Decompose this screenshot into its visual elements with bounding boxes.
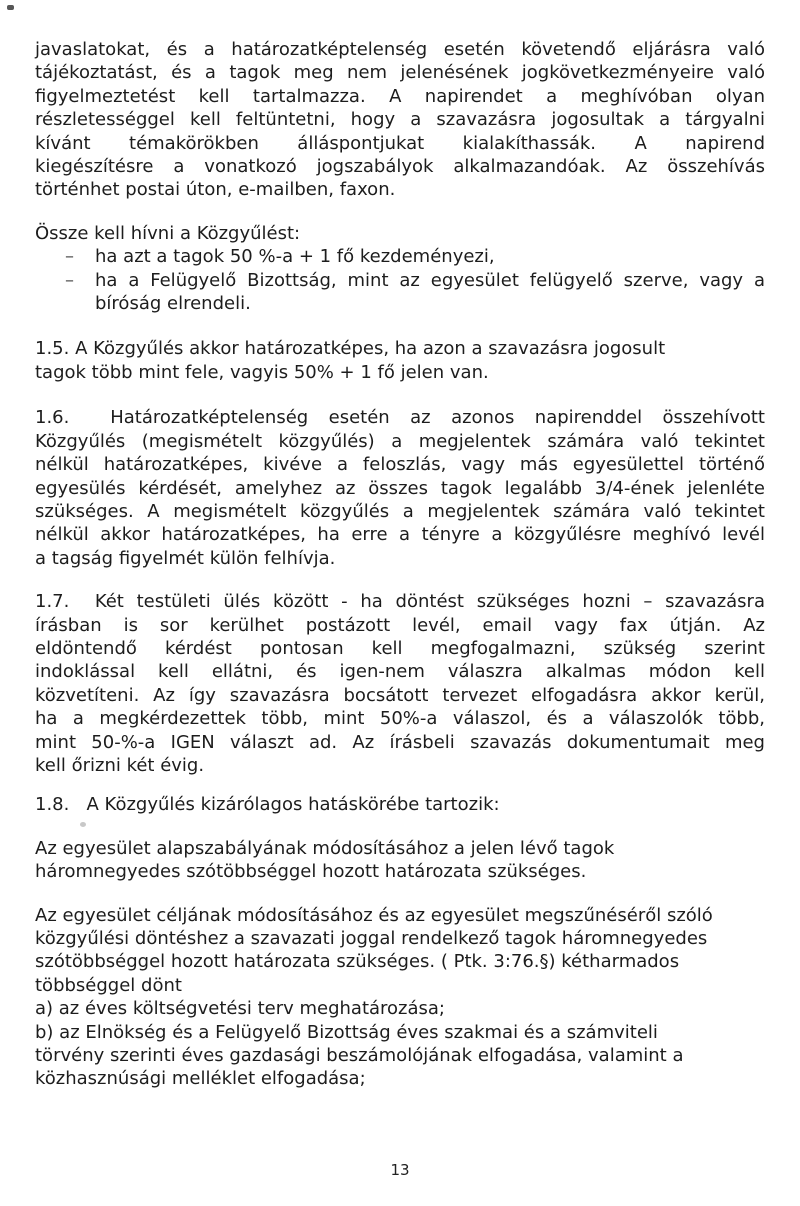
text-line: szótöbbséggel hozott határozata szükséges. ( Ptk. 3:76.§) kétharmados (35, 951, 680, 973)
text-line: írásban is sor kerülhet postázott levél, email vagy fax útján. Az (35, 614, 765, 636)
text-line: eldöntendő kérdést pontosan kell megfogalmazni, szükség szerint (35, 637, 765, 659)
text-line: közgyűlési döntéshez a szavazati joggal rendelkező tagok háromnegyedes (35, 928, 708, 949)
text-line: Közgyűlés (megismételt közgyűlés) a megjelentek számára való tekintet (35, 430, 765, 452)
paragraph-1-8-a (35, 837, 765, 884)
text-line: Az egyesület céljának módosításához és az egyesület megszűnéséről szóló (35, 904, 713, 926)
text-line: közhasznúsági melléklet elfogadása; (35, 1068, 366, 1090)
text-line: ha a Felügyelő Bizottság, mint az egyesület felügyelő szerve, vagy a (95, 269, 765, 291)
text-line: kívánt témakörökben álláspontjukat kialakíthassák. A napirend (35, 132, 765, 154)
text-line: Az egyesület alapszabályának módosításához a jelen lévő tagok (35, 837, 615, 859)
text-line: történhet postai úton, e-mailben, faxon. (35, 179, 396, 201)
text-line: 1.8. A Közgyűlés kizárólagos hatáskörébe tartozik: (35, 794, 500, 816)
page-number: 13 (390, 1161, 410, 1179)
list-item (35, 245, 765, 268)
text-line: a tagság figyelmét külön felhívja. (35, 547, 336, 569)
paragraph-1-5 (35, 337, 765, 384)
list-item-b (35, 1021, 765, 1091)
text-line: 1.7. Két testületi ülés között - ha döntést szükséges hozni – szavazásra (35, 591, 765, 613)
text-line: részletességgel kell feltüntetni, hogy a szavazásra jogosultak a tárgyalni (35, 109, 765, 131)
text-line: többséggel dönt (35, 974, 182, 996)
paragraph-1-6 (35, 406, 765, 570)
text-line: 1.6. Határozatképtelenség esetén az azonos napirenddel összehívott (35, 407, 765, 429)
text-line: kell őrizni két évig. (35, 754, 205, 776)
dash-bullet-marker: – (65, 246, 74, 268)
text-line: törvény szerinti éves gazdasági beszámolójának elfogadása, valamint a (35, 1045, 684, 1067)
text-line: 1.5. A Közgyűlés akkor határozatképes, ha azon a szavazásra jogosult (35, 338, 666, 360)
scan-artifact-speck (7, 5, 14, 10)
page-body (35, 38, 765, 1091)
text-line: tagok több mint fele, vagyis 50% + 1 fő jelen van. (35, 361, 489, 383)
text-line: nélkül akkor határozatképes, ha erre a tényre a közgyűlésre meghívó levél (35, 524, 765, 546)
text-line: mint 50-%-a IGEN választ ad. Az írásbeli szavazás dokumentumait meg (35, 731, 765, 753)
text-line: háromnegyedes szótöbbséggel hozott határozata szükséges. (35, 861, 587, 883)
convene-list (35, 245, 765, 315)
heading-1-8 (35, 793, 765, 816)
text-line: Össze kell hívni a Közgyűlést: (35, 222, 301, 244)
text-line: ha azt a tagok 50 %-a + 1 fő kezdeményezi, (95, 246, 495, 268)
text-line: közvetíteni. Az így szavazásra bocsátott tervezet elfogadásra akkor kerül, (35, 684, 765, 706)
paragraph-1-7 (35, 590, 765, 777)
text-line: a) az éves költségvetési terv meghatározása; (35, 998, 446, 1020)
text-line: ha a megkérdezettek több, mint 50%-a válaszol, és a válaszolók több, (35, 708, 765, 730)
text-line: nélkül határozatképes, kivéve a feloszlás, vagy más egyesülettel történő (35, 454, 765, 476)
paragraph-1-8-b (35, 904, 765, 998)
text-line: indoklással kell ellátni, és igen-nem válaszra alkalmas módon kell (35, 661, 765, 683)
text-line: szükséges. A megismételt közgyűlés a megjelentek számára való tekintet (35, 500, 765, 522)
text-line: bíróság elrendeli. (95, 293, 251, 315)
text-line: kiegészítésre a vonatkozó jogszabályok alkalmazandóak. Az összehívás (35, 156, 765, 178)
text-line: b) az Elnökség és a Felügyelő Bizottság éves szakmai és a számviteli (35, 1021, 658, 1043)
text-line: egyesülés kérdését, amelyhez az összes tagok legalább 3/4-ének jelenléte (35, 477, 765, 499)
text-line: javaslatokat, és a határozatképtelenség esetén követendő eljárásra való (35, 39, 765, 60)
paragraph-intro (35, 38, 765, 202)
convene-heading (35, 222, 765, 245)
list-item-a (35, 997, 765, 1020)
text-line: tájékoztatást, és a tagok meg nem jelenésének jogkövetkezményeire való (35, 62, 765, 84)
dash-bullet-marker: – (65, 269, 74, 291)
list-item (35, 269, 765, 316)
text-line: figyelmeztetést kell tartalmazza. A napirendet a meghívóban olyan (35, 85, 765, 107)
